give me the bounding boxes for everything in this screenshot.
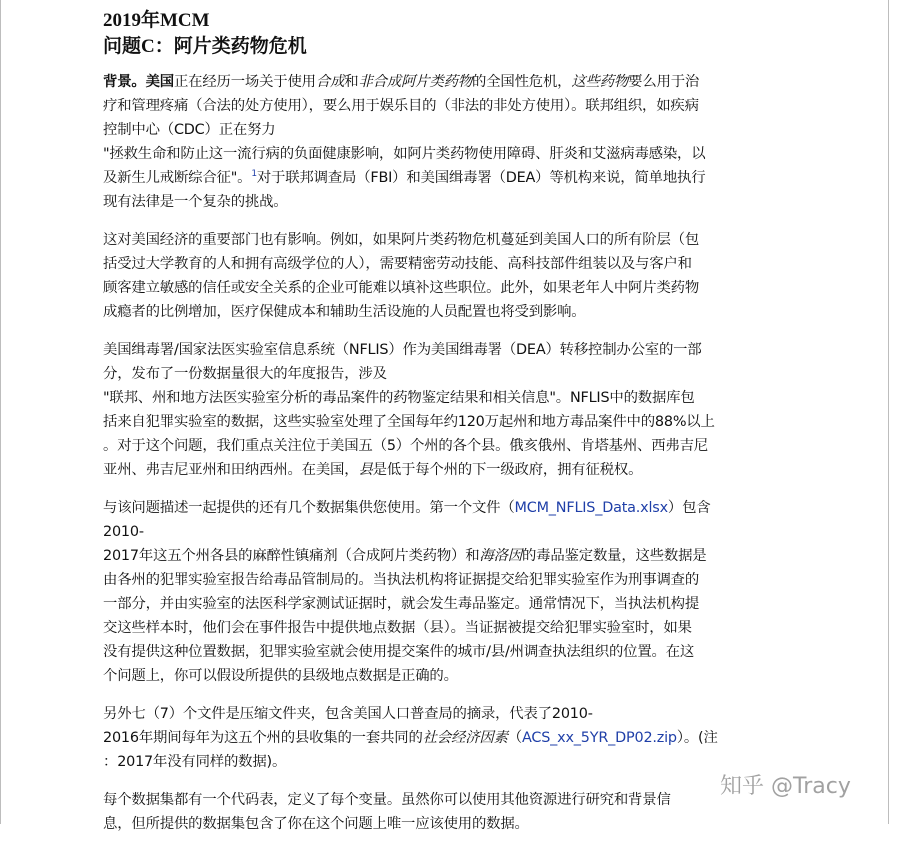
paragraph-background [103, 70, 793, 214]
paragraph-line: 2010- [103, 524, 144, 540]
paragraph-line [103, 166, 793, 190]
paragraph-economy [103, 228, 793, 324]
paragraph-line: 另外七（7）个文件是压缩文件夹，包含美国人口普查局的摘录，代表了2010- [103, 706, 593, 722]
paragraph-line: 成瘾者的比例增加，医疗保健成本和辅助生活设施的人员配置也将受到影响。 [103, 304, 586, 320]
text-run: 与该问题描述一起提供的还有几个数据集供您使用。第一个文件（ [103, 500, 515, 516]
page-left-border [0, 0, 1, 824]
problem-title: 问题C：阿片类药物危机 [103, 36, 307, 57]
paragraph-line: 括受过大学教育的人和拥有高级学位的人），需要精密劳动技能、高科技部件组装以及与客户和 [103, 256, 692, 272]
emphasis-nonsynthetic: 非合成阿片类药物 [358, 74, 473, 90]
text-run: 正在经历一场关于使用 [173, 74, 316, 90]
file-link-acs-zip[interactable]: ACS_xx_5YR_DP02.zip [522, 730, 677, 746]
paragraph-line: 这对美国经济的重要部门也有影响。例如，如果阿片类药物危机蔓延到美国人口的所有阶层（包 [103, 232, 700, 248]
background-label: 背景。 [103, 74, 146, 90]
paragraph-line: 没有提供这种位置数据，犯罪实验室就会使用提交案件的城市/县/州调查执法组织的位置。在这 [103, 644, 695, 660]
text-run: 是低于每个州的下一级政府，拥有征税权。 [372, 462, 643, 478]
us-label: 美国 [145, 74, 174, 90]
paragraph-line: 顾客建立敏感的信任或安全关系的企业可能难以填补这些职位。此外，如果老年人中阿片类药物 [103, 280, 700, 296]
paragraph-line: 由各州的犯罪实验室报告给毒品管制局的。当执法机构将证据提交给犯罪实验室作为刑事调查的 [103, 572, 700, 588]
paragraph-line: 美国缉毒署/国家法医实验室信息系统（NFLIS）作为美国缉毒署（DEA）转移控制办公室的一部 [103, 342, 702, 358]
document-title: 2019年MCM [103, 10, 210, 31]
paragraph-line: 个问题上，你可以假设所提供的县级地点数据是正确的。 [103, 668, 458, 684]
emphasis-socioeconomic: 社会经济因素 [422, 730, 508, 746]
emphasis-these-drugs: 这些药物 [571, 74, 629, 90]
text-run: ）包含 [667, 500, 711, 516]
zhihu-watermark: 知乎 @Tracy [720, 774, 851, 799]
file-link-nflis-data[interactable]: MCM_NFLIS_Data.xlsx [514, 500, 668, 516]
paragraph-line: "联邦、州和地方法医实验室分析的毒品案件的药物鉴定结果和相关信息"。NFLIS中的数据库包 [103, 390, 695, 406]
text-run: 2016年期间每年为这五个州的县收集的一套共同的 [103, 730, 423, 746]
paragraph-line: 每个数据集都有一个代码表，定义了每个变量。虽然你可以使用其他资源进行研究和背景信 [103, 792, 671, 808]
paragraph-line: 分，发布了一份数据量很大的年度报告，涉及 [103, 366, 387, 382]
paragraph-line: 控制中心（CDC）正在努力 [103, 122, 276, 138]
document-page [103, 8, 793, 850]
text-run: 对于联邦调查局（FBI）和美国缉毒署（DEA）等机构来说，简单地执行 [256, 170, 706, 186]
paragraph-census [103, 702, 793, 774]
text-run: 要么用于治 [628, 74, 700, 90]
paragraph-line [103, 544, 793, 568]
paragraph-line [103, 726, 793, 750]
text-run: （ [507, 730, 522, 746]
emphasis-county: 县 [358, 462, 373, 478]
text-run: 及新生儿戒断综合征"。 [103, 170, 252, 186]
text-run: 和 [344, 74, 359, 90]
paragraph-nflis [103, 338, 793, 482]
text-run: 亚州、弗吉尼亚州和田纳西州。在美国， [103, 462, 359, 478]
paragraph-line: ：2017年没有同样的数据)。 [103, 754, 287, 770]
emphasis-synthetic: 合成 [315, 74, 345, 90]
paragraph-datasets [103, 496, 793, 688]
paragraph-line [103, 496, 793, 520]
paragraph-line: 交这些样本时，他们会在事件报告中提供地点数据（县）。当证据被提交给犯罪实验室时，如果 [103, 620, 692, 636]
text-run: ）。(注 [676, 730, 718, 746]
paragraph-line: "拯救生命和防止这一流行病的负面健康影响，如阿片类药物使用障碍、肝炎和艾滋病毒感染，以 [103, 146, 706, 162]
page-right-border [888, 0, 889, 824]
emphasis-heroin: 海洛因 [479, 548, 522, 564]
paragraph-line [103, 458, 793, 482]
text-run: 2017年这五个州各县的麻醉性镇痛剂（合成阿片类药物）和 [103, 548, 480, 564]
paragraph-line: 疗和管理疼痛（合法的处方使用），要么用于娱乐目的（非法的非处方使用）。联邦组织，如疾病 [103, 98, 699, 114]
footnote-link[interactable]: 1 [251, 169, 257, 180]
paragraph-codebook [103, 788, 793, 836]
paragraph-line: 现有法律是一个复杂的挑战。 [103, 194, 288, 210]
paragraph-line: 息，但所提供的数据集包含了你在这个问题上唯一应该使用的数据。 [103, 816, 529, 832]
text-run: 的毒品鉴定数量，这些数据是 [521, 548, 707, 564]
paragraph-line: 。对于这个问题，我们重点关注位于美国五（5）个州的各个县。俄亥俄州、肯塔基州、西弗吉尼 [103, 438, 708, 454]
text-run: 的全国性危机， [472, 74, 572, 90]
paragraph-line: 括来自犯罪实验室的数据，这些实验室处理了全国每年约120万起州和地方毒品案件中的88%以上 [103, 414, 715, 430]
paragraph-line: 一部分，并由实验室的法医科学家测试证据时，就会发生毒品鉴定。通常情况下，当执法机构提 [103, 596, 700, 612]
paragraph-line [103, 70, 793, 94]
